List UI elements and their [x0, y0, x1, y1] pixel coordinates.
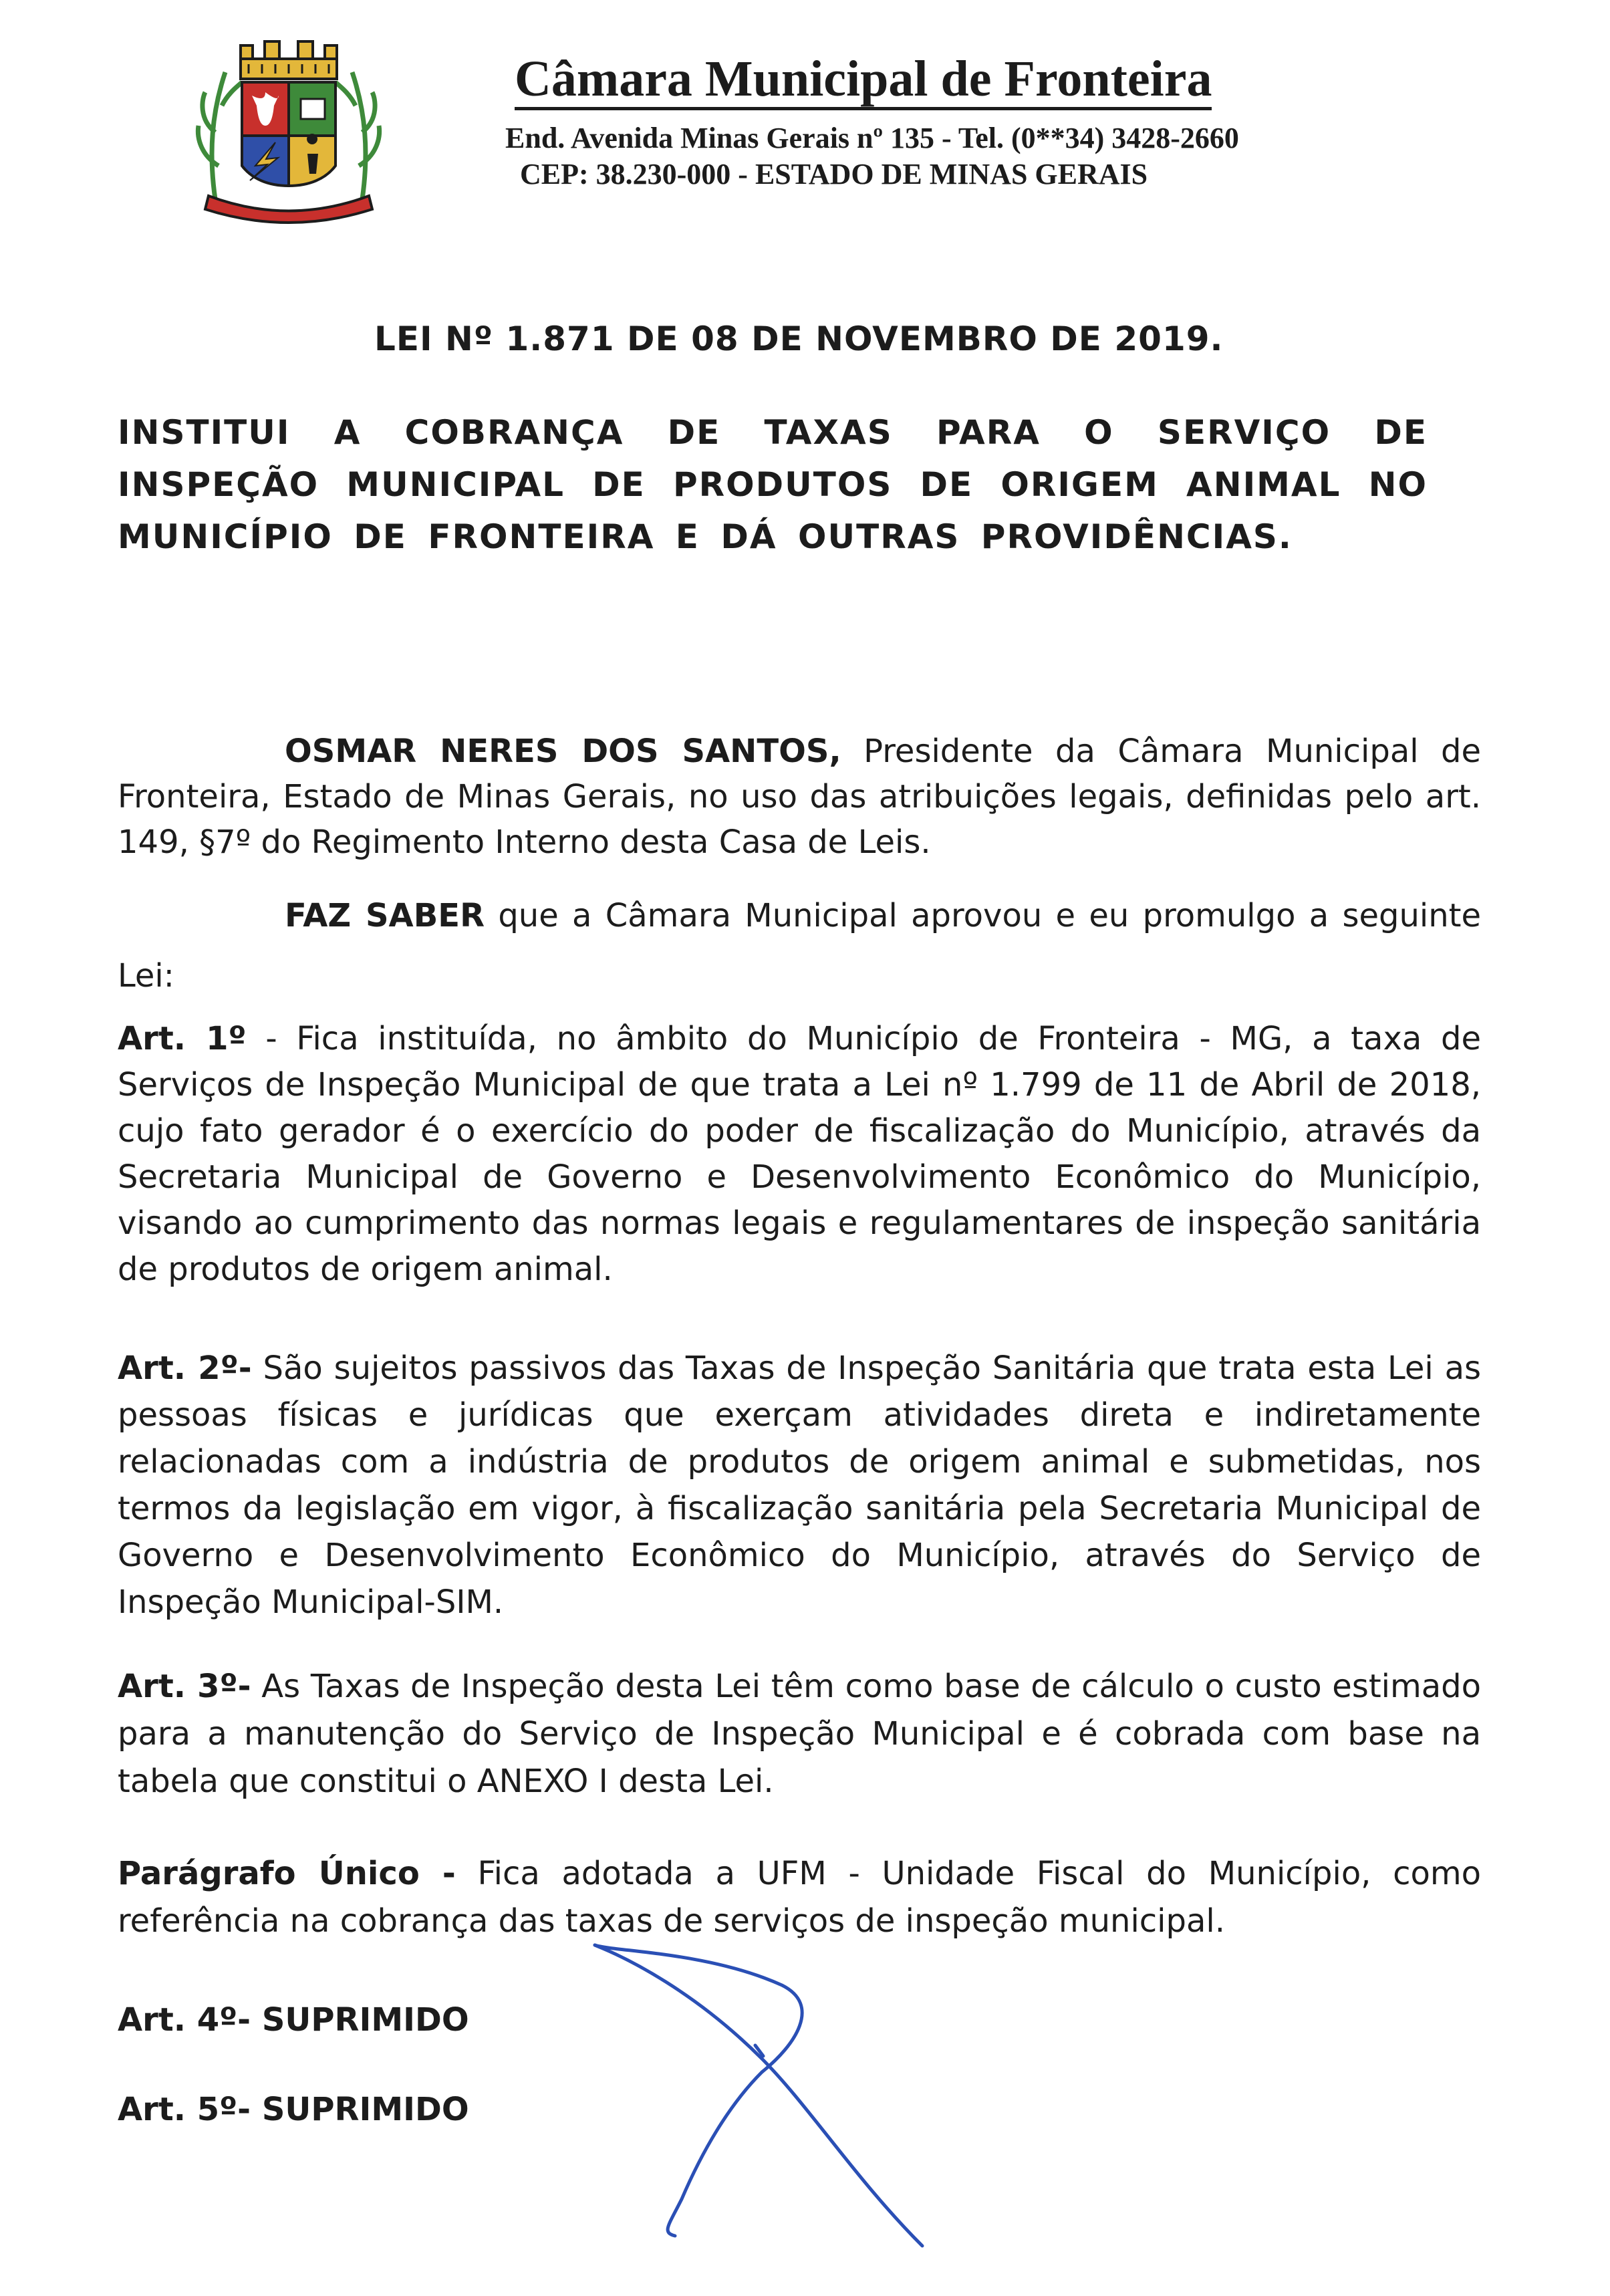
law-ementa: INSTITUI A COBRANÇA DE TAXAS PARA O SERVIÇO DE INSPEÇÃO MUNICIPAL DE PRODUTOS DE ORIGEM ANIMAL NO MUNICÍPIO DE FRONTEIRA E DÁ OUTRAS PROVIDÊNCIAS.: [118, 413, 1428, 556]
article-label: Art. 4º-: [118, 2001, 251, 2039]
paragrafo-text: Fica adotada a UFM - Unidade Fiscal do Município, como referência na cobrança das taxas de serviços de inspeção municipal.: [118, 1855, 1481, 1940]
article-label: Art. 2º-: [118, 1350, 252, 1387]
paragrafo-label: Parágrafo Único -: [118, 1855, 456, 1892]
letterhead: [505, 51, 1383, 191]
article-1: [118, 1016, 1481, 1293]
faz-saber-text: que a Câmara Municipal aprovou e eu promulgo a seguinte Lei:: [118, 897, 1482, 995]
article-text: São sujeitos passivos das Taxas de Inspeção Sanitária que trata esta Lei as pessoas físicas e jurídicas que exerçam atividades direta e indiretamente relacionadas com a indústria de produtos de origem animal e submetidas, nos termos da legislação em vigor, à fiscalização sanitária pela Secretaria Municipal de Governo e Desenvolvimento Econômico do Município, através do Serviço de Inspeção Municipal-SIM.: [118, 1350, 1482, 1621]
faz-saber-label: FAZ SABER: [285, 897, 485, 934]
paragrafo-unico: [118, 1850, 1481, 1945]
preamble-paragraph: [118, 729, 1481, 865]
ribbon: [205, 196, 372, 223]
article-text: SUPRIMIDO: [251, 2091, 469, 2128]
article-label: Art. 5º-: [118, 2091, 251, 2128]
article-3: [118, 1663, 1481, 1805]
corn-stalk-left: [198, 72, 242, 199]
header-cep: CEP: 38.230-000 - ESTADO DE MINAS GERAIS: [520, 158, 1148, 191]
law-number: LEI Nº 1.871 DE 08 DE NOVEMBRO DE 2019.: [374, 320, 1224, 358]
article-2: [118, 1345, 1481, 1626]
article-text: - Fica instituída, no âmbito do Município de Fronteira - MG, a taxa de Serviços de Inspeção Municipal de que trata a Lei nº 1.799 de 11 de Abril de 2018, cujo fato gerador é o exercício do poder de fiscalização do Município, através da Secretaria Municipal de Governo e Desenvolvimento Econômico do Município, visando ao cumprimento das normas legais e regulamentares de inspeção sanitária de produtos de origem animal.: [118, 1020, 1481, 1288]
corn-stalk-right: [336, 72, 380, 199]
article-text: As Taxas de Inspeção desta Lei têm como base de cálculo o custo estimado para a manutenção do Serviço de Inspeção Municipal e é cobrada com base na tabela que constitui o ANEXO I desta Lei.: [118, 1668, 1481, 1800]
president-name: OSMAR NERES DOS SANTOS,: [285, 733, 841, 770]
building: [301, 99, 325, 119]
article-label: Art. 1º: [118, 1020, 247, 1057]
article-label: Art. 3º-: [118, 1668, 251, 1705]
promulgation-paragraph: [118, 886, 1481, 1006]
coat-of-arms-icon: [188, 32, 389, 233]
mural-crown: [241, 41, 337, 79]
article-text: SUPRIMIDO: [251, 2001, 469, 2039]
header-address: End. Avenida Minas Gerais nº 135 - Tel. (0**34) 3428-2660: [505, 122, 1239, 154]
header-title: Câmara Municipal de Fronteira: [515, 53, 1212, 110]
preamble-text: Presidente da Câmara Municipal de Fronteira, Estado de Minas Gerais, no uso das atribuições legais, definidas pelo art. 149, §7º do Regimento Interno desta Casa de Leis.: [118, 733, 1482, 861]
handwritten-signature: [588, 1932, 949, 2279]
